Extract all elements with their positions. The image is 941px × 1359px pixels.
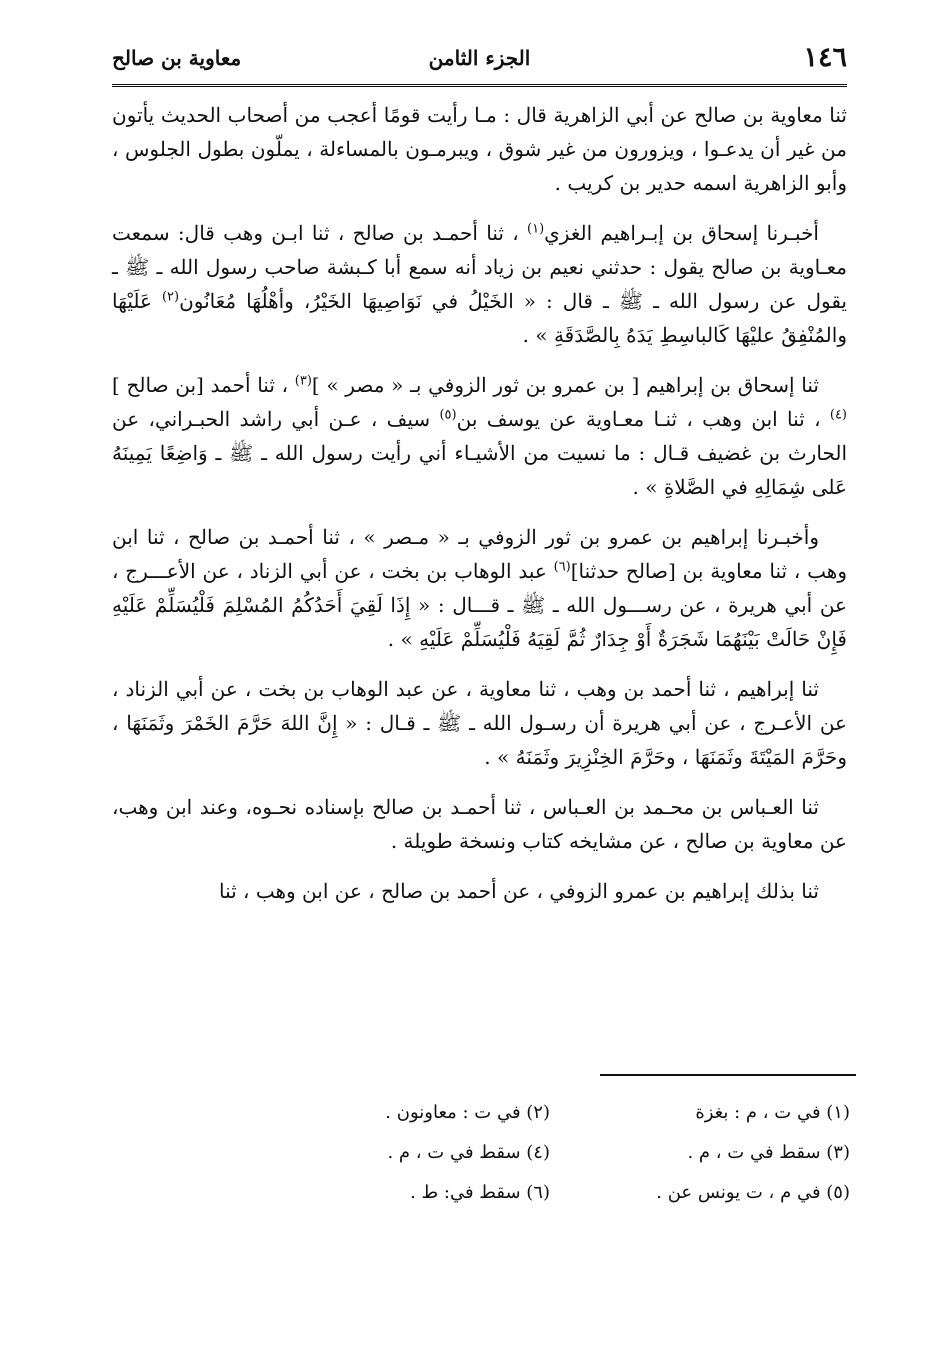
- footnote-item: (٣) سقط في ت ، م .: [687, 1142, 850, 1163]
- page-number: ١٤٦: [803, 42, 847, 73]
- paragraph-6: [112, 790, 847, 858]
- running-head: معاوية بن صالح: [112, 46, 242, 70]
- footnote-item: (٦) سقط في: ط .: [410, 1182, 550, 1203]
- footnote-ref: (١): [527, 221, 545, 237]
- part-title: الجزء الثامن: [428, 46, 531, 70]
- paragraph-text: عبد الوهاب بن بخت ، عن أبي الزناد ، عن الأعـــرج ، عن أبي هريرة ، عن رســـول الله ـ ﷺ ـ قـــال : « إِذَا لَقِيَ أَحَدُكُمُ المُسْلِمَ فَلْيُسَلِّمْ عَلَيْهِ فَإِنْ حَالَتْ بَيْنَهُمَا شَجَرَةٌ أَوْ جِدَارٌ ثُمَّ لَقِيَهُ فَلْيُسَلِّمْ عَلَيْهِ » .: [112, 559, 847, 651]
- footnote-ref: (٦): [553, 559, 571, 575]
- footnote-ref: (٤): [829, 407, 847, 423]
- paragraph-text: ثنا بذلك إبراهيم بن عمرو الزوفي ، عن أحمد بن صالح ، عن ابن وهب ، ثنا: [218, 879, 819, 903]
- paragraph-text: أخبـرنا إسحاق بن إبـراهيم الغزي: [544, 221, 819, 245]
- paragraph-text: ثنا إبراهيم ، ثنا أحمد بن وهب ، ثنا معاوية ، عن عبد الوهاب بن بخت ، عن أبي الزناد ، عن الأعـرج ، عن أبي هريرة أن رسـول الله ـ ﷺ ـ قـال : « إِنَّ اللهَ حَرَّمَ الخَمْرَ وثَمَنَهَا ، وحَرَّمَ المَيْتَةَ وثَمَنَهَا ، وحَرَّمَ الخِنْزِيرَ وثَمَنَهُ » .: [112, 677, 847, 769]
- header-divider: [112, 84, 847, 87]
- paragraph-text: ، ثنا أحمد [بن صالح ]: [112, 373, 295, 397]
- footnote-ref: (٢): [161, 289, 180, 305]
- footnote-ref: (٥): [439, 407, 457, 423]
- footnote-item: (٢) في ت : معاونون .: [385, 1102, 550, 1123]
- paragraph-text: عَلَيْهَا والمُنْفِقُ عليْهَا كَالباسِطِ يَدَهُ بِالصَّدَقَةِ » .: [112, 289, 847, 347]
- page-header: [112, 40, 847, 84]
- footnote-divider: [600, 1074, 856, 1076]
- paragraph-2: [112, 216, 847, 352]
- footnote-item: (٥) في م ، ت يونس عن .: [656, 1182, 850, 1203]
- paragraph-3: [112, 368, 847, 504]
- footnote-ref: (٣): [294, 373, 312, 389]
- paragraph-7: [112, 874, 847, 908]
- footnotes: [290, 1097, 850, 1209]
- paragraph-text: ثنا معاوية بن صالح عن أبي الزاهرية قال : مـا رأيت قومًا أعجب من أصحاب الحديث يأتون من غير أن يدعـوا ، ويزورون من غير شوق ، ويبرمـون بالمساءلة ، يملّون بطول الجلوس ، وأبو الزاهرية اسمه حدير بن كريب .: [112, 103, 847, 195]
- paragraph-5: [112, 672, 847, 774]
- paragraph-4: [112, 520, 847, 656]
- paragraph-text: ثنا إسحاق بن إبراهيم [ بن عمرو بن ثور الزوفي بـ « مصر » ]: [311, 373, 819, 397]
- footnote-item: (١) في ت ، م : بغزة: [695, 1102, 850, 1123]
- footnote-item: (٤) سقط في ت ، م .: [387, 1142, 550, 1163]
- paragraph-text: ، ثنا ابن وهب ، ثنـا معـاوية عن يوسف بن: [456, 407, 830, 431]
- paragraph-text: وأخبـرنا إبراهيم بن عمرو بن ثور الزوفي بـ « مـصر » ، ثنا أحمـد بن صالح ، ثنا ابن وهب ، ثنا معاوية بن [صالح حدثنا]: [112, 525, 847, 583]
- paragraph-text: سيف ، عـن أبي راشد الحبـراني، عن الحارث بن غضيف قـال : ما نسيت من الأشيـاء أني رأيت رسول الله ـ ﷺ ـ وَاضِعًا يَمِينَهُ عَلى شِمَالِهِ في الصَّلاةِ » .: [112, 407, 847, 499]
- main-text: [112, 98, 847, 924]
- paragraph-1: [112, 98, 847, 200]
- paragraph-text: ، ثنا أحمـد بن صالح ، ثنا ابـن وهب قال: سمعت معـاوية بن صالح يقول : حدثني نعيم بن زياد أنه سمع أبا كـبشة صاحب رسول الله ـ ﷺ ـ يقول عن رسول الله ـ ﷺ ـ قال : « الخَيْلُ في نَوَاصِيهَا الخَيْرُ، وأهْلُهَا مُعَانُون: [112, 221, 847, 313]
- paragraph-text: ثنا العـباس بن محـمد بن العـباس ، ثنا أحمـد بن صالح بإسناده نحـوه، وعند ابن وهب، عن معاوية بن صالح ، عن مشايخه كتاب ونسخة طويلة .: [112, 795, 847, 853]
